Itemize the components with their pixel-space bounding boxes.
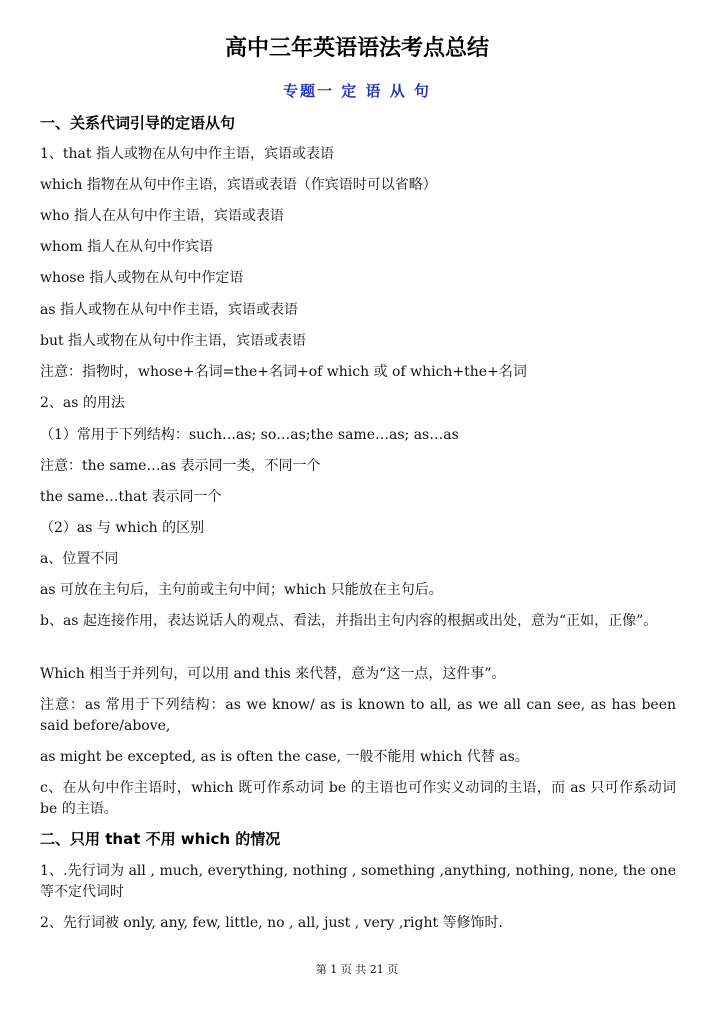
paragraph-line: the same…that 表示同一个 bbox=[40, 489, 222, 505]
section-heading: 一、关系代词引导的定语从句 bbox=[40, 114, 236, 132]
paragraph-line: 2、as 的用法 bbox=[40, 395, 125, 411]
paragraph-line: who 指人在从句中作主语，宾语或表语 bbox=[40, 208, 284, 224]
paragraph-line: as 可放在主句后，主句前或主句中间；which 只能放在主句后。 bbox=[40, 582, 443, 598]
paragraph-line: 1、.先行词为 all , much, everything, nothing , something ,anything, nothing, none, the one 等不定代词时 bbox=[40, 863, 676, 900]
paragraph-line: whom 指人在从句中作宾语 bbox=[40, 239, 214, 255]
paragraph-line: 注意：the same…as 表示同一类，不同一个 bbox=[40, 458, 321, 474]
paragraph-line: a、位置不同 bbox=[40, 551, 119, 567]
document-subtitle: 专题一 定 语 从 句 bbox=[283, 82, 431, 100]
paragraph-line: 注意：as 常用于下列结构：as we know/ as is known to all, as we all can see, as has been said before/above, bbox=[40, 697, 676, 734]
paragraph-line: c、在从句中作主语时，which 既可作系动词 be 的主语也可作实义动词的主语，而 as 只可作系动词 be 的主语。 bbox=[40, 780, 676, 817]
paragraph-line: （1）常用于下列结构：such…as; so…as;the same…as; as…as bbox=[40, 427, 459, 443]
paragraph-line: 注意：指物时，whose+名词=the+名词+of which 或 of which+the+名词 bbox=[40, 364, 527, 380]
paragraph-line: Which 相当于并列句，可以用 and this 来代替，意为“这一点，这件事”。 bbox=[40, 666, 506, 682]
paragraph-line: b、as 起连接作用，表达说话人的观点、看法，并指出主句内容的根据或出处，意为“正如，正像”。 bbox=[40, 613, 658, 629]
paragraph-line: 1、that 指人或物在从句中作主语，宾语或表语 bbox=[40, 146, 334, 162]
section-heading: 二、只用 that 不用 which 的情况 bbox=[40, 830, 281, 848]
paragraph-line: as 指人或物在从句中作主语，宾语或表语 bbox=[40, 302, 298, 318]
page-footer: 第 1 页 共 21 页 bbox=[315, 963, 399, 976]
paragraph-line: but 指人或物在从句中作主语，宾语或表语 bbox=[40, 333, 307, 349]
paragraph-line: whose 指人或物在从句中作定语 bbox=[40, 270, 244, 286]
paragraph-line: （2）as 与 which 的区别 bbox=[40, 520, 205, 536]
paragraph-line: as might be excepted, as is often the case, 一般不能用 which 代替 as。 bbox=[40, 749, 529, 765]
document-title: 高中三年英语语法考点总结 bbox=[224, 36, 489, 61]
paragraph-line: which 指物在从句中作主语，宾语或表语（作宾语时可以省略） bbox=[40, 177, 437, 193]
paragraph-line: 2、先行词被 only, any, few, little, no , all, just , very ,right 等修饰时. bbox=[40, 915, 503, 931]
